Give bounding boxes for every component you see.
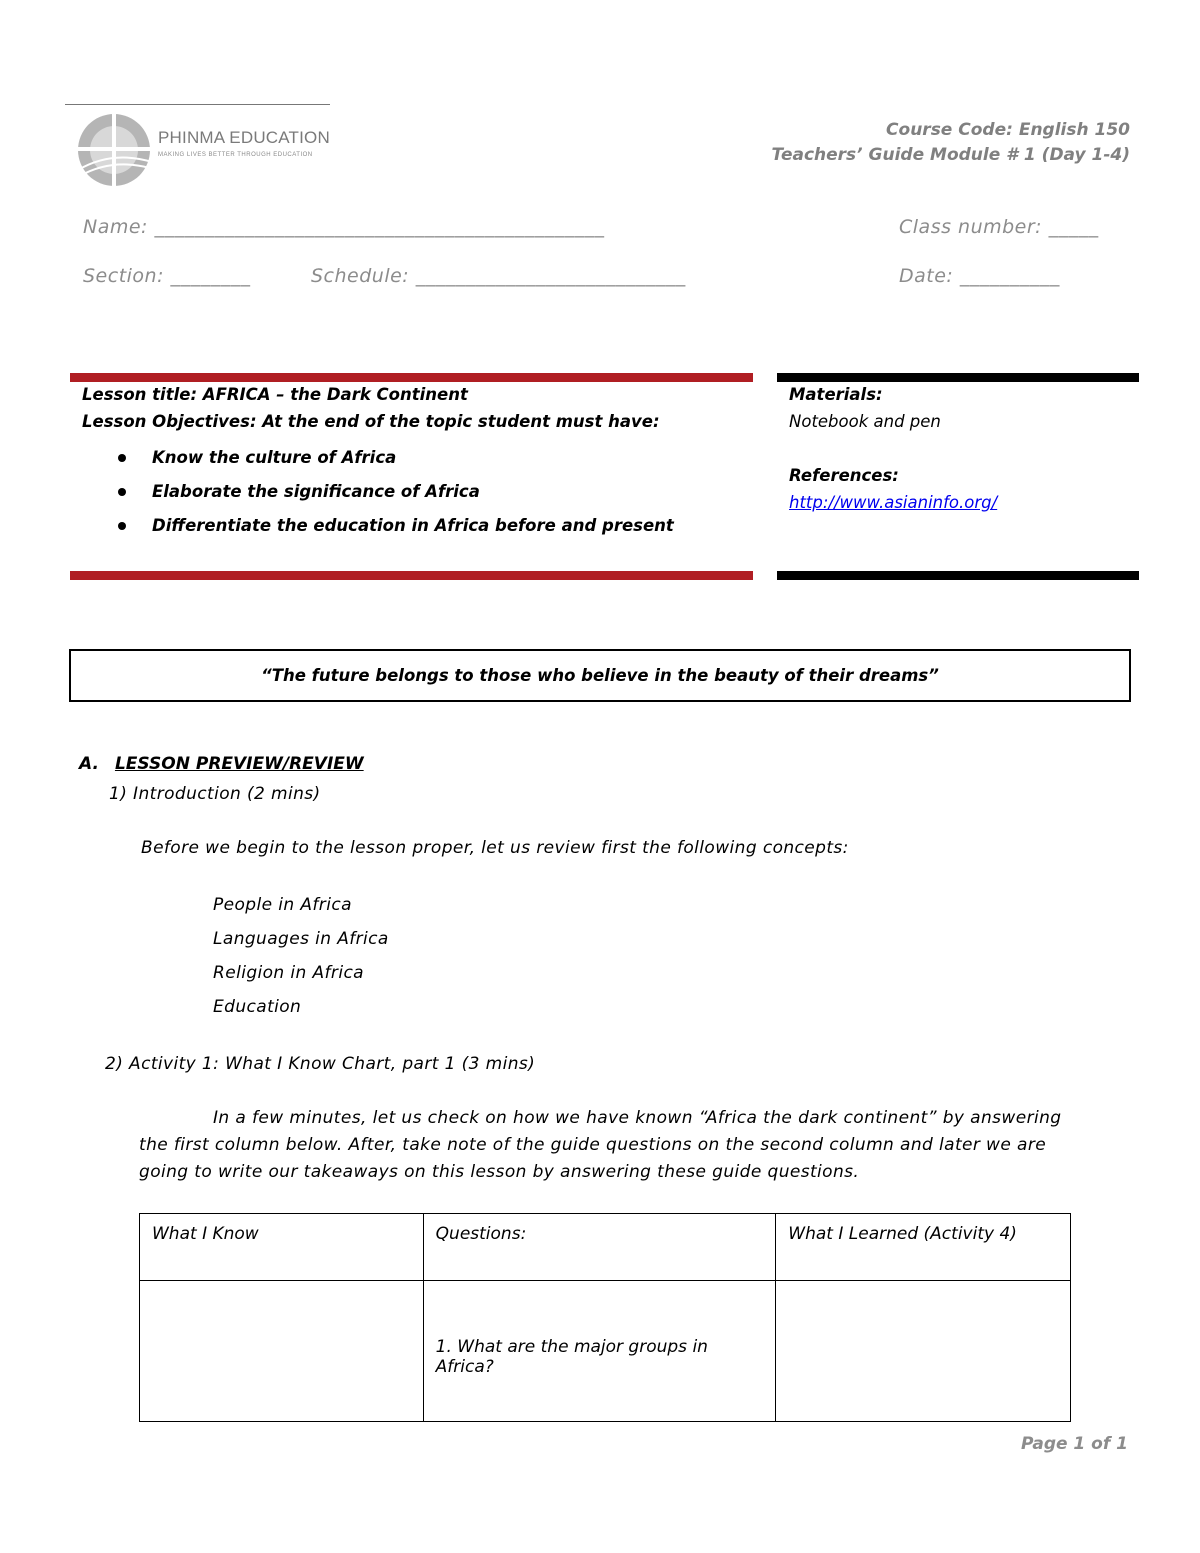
- class-number-field[interactable]: Class number: _____: [899, 216, 1099, 238]
- column-header: What I Learned (Activity 4): [776, 1214, 1071, 1281]
- activity-text-line-1: In a few minutes, let us check on how we have known “Africa the dark continent” by answering: [213, 1108, 1062, 1128]
- quote-text: “The future belongs to those who believe in the beauty of their dreams”: [261, 666, 939, 685]
- question-cell: 1. What are the major groups in Africa?: [423, 1281, 776, 1422]
- activity-text-line-2: the first column below. After, take note of the guide questions on the second column and later we are: [139, 1135, 1047, 1155]
- column-header: Questions:: [423, 1214, 776, 1281]
- quote-box: [69, 649, 1131, 702]
- name-field[interactable]: Name: _____________________________________________: [83, 216, 605, 238]
- section-a-heading: [79, 754, 364, 774]
- objective-item: Know the culture of Africa: [118, 441, 742, 475]
- references-heading: References:: [789, 466, 899, 485]
- section-field[interactable]: Section: ________: [83, 265, 251, 287]
- table-row: [140, 1281, 1071, 1422]
- page-number: Page 1 of 1: [1020, 1434, 1128, 1454]
- section-letter: A.: [79, 754, 99, 774]
- lesson-objectives-heading: Lesson Objectives: At the end of the topic student must have:: [82, 412, 660, 431]
- concept-item: Education: [213, 997, 302, 1017]
- concept-item: Religion in Africa: [213, 963, 365, 983]
- schedule-field[interactable]: Schedule: ___________________________: [311, 265, 686, 287]
- table-header-row: [140, 1214, 1071, 1281]
- materials-heading: Materials:: [789, 385, 883, 404]
- objective-item: Elaborate the significance of Africa: [118, 475, 742, 509]
- what-i-know-cell[interactable]: [140, 1281, 424, 1422]
- column-header: What I Know: [140, 1214, 424, 1281]
- materials-panel: [789, 381, 1129, 516]
- module-title: Teachers’ Guide Module # 1 (Day 1-4): [771, 145, 1130, 165]
- section-title: LESSON PREVIEW/REVIEW: [114, 754, 364, 774]
- course-code: Course Code: English 150: [886, 120, 1130, 140]
- logo-divider: [65, 104, 330, 105]
- what-i-learned-cell[interactable]: [776, 1281, 1071, 1422]
- concept-item: Languages in Africa: [213, 929, 389, 949]
- what-i-know-chart: [139, 1213, 1071, 1422]
- concept-item: People in Africa: [213, 895, 352, 915]
- item-introduction: 1) Introduction (2 mins): [109, 784, 321, 804]
- lesson-info: [82, 381, 742, 543]
- intro-text: Before we begin to the lesson proper, let us review first the following concepts:: [141, 838, 849, 858]
- objectives-list: [82, 441, 742, 543]
- logo-wordmark: PHINMA EDUCATION: [158, 128, 330, 147]
- date-field[interactable]: Date: __________: [899, 265, 1060, 287]
- lesson-title: Lesson title: AFRICA – the Dark Continent: [82, 385, 468, 404]
- reference-link[interactable]: http://www.asianinfo.org/: [789, 493, 998, 512]
- objective-item: Differentiate the education in Africa before and present: [118, 509, 742, 543]
- item-activity-1: 2) Activity 1: What I Know Chart, part 1 (3 mins): [105, 1054, 536, 1074]
- course-info: [772, 118, 1130, 168]
- black-divider-bottom: [777, 571, 1139, 580]
- phinma-logo-icon: [72, 110, 157, 190]
- materials-value: Notebook and pen: [789, 412, 941, 431]
- activity-text-line-3: going to write our takeaways on this lesson by answering these guide questions.: [139, 1162, 860, 1182]
- logo-tagline: MAKING LIVES BETTER THROUGH EDUCATION: [158, 152, 313, 158]
- red-divider-bottom: [70, 571, 753, 580]
